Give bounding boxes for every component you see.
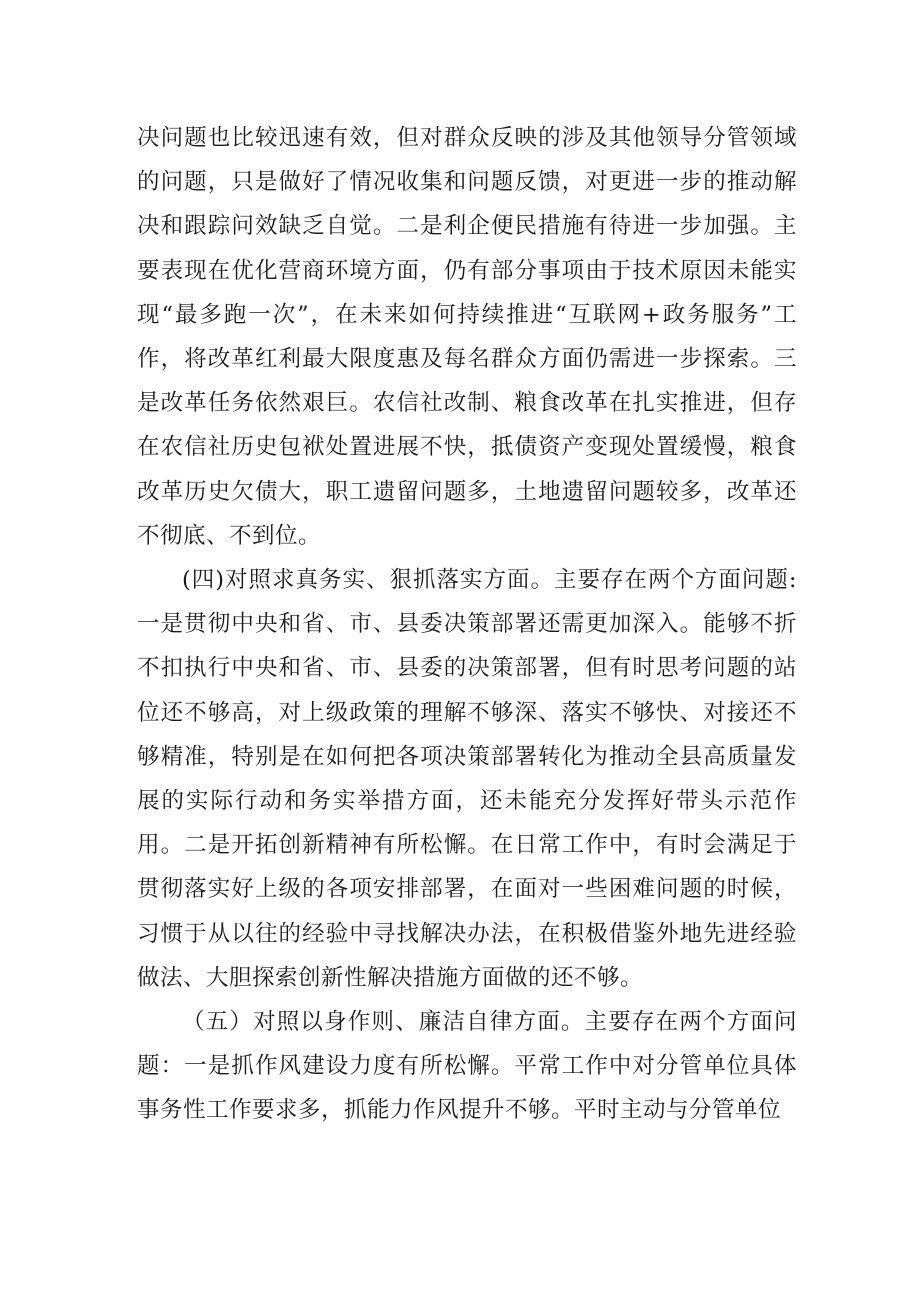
document-body (137, 116, 797, 1133)
paragraph-continuation: 决问题也比较迅速有效，但对群众反映的涉及其他领导分管领域的问题，只是做好了情况收集和问题反馈，对更进一步的推动解决和跟踪问效缺乏自觉。二是利企便民措施有待进一步加强。主要表现在优化营商环境方面，仍有部分事项由于技术原因未能实现“最多跑一次”，在未来如何持续推进“互联网+政务服务”工作，将改革红利最大限度惠及每名群众方面仍需进一步探索。三是改革任务依然艰巨。农信社改制、粮食改革在扎实推进，但存在农信社历史包袱处置进展不快，抵债资产变现处置缓慢，粮食改革历史欠债大，职工遗留问题多，土地遗留问题较多，改革还不彻底、不到位。 (137, 125, 797, 549)
paragraph-section-five: （五）对照以身作则、廉洁自律方面。主要存在两个方面问题：一是抓作风建设力度有所松懈。平常工作中对分管单位具体事务性工作要求多，抓能力作风提升不够。平时主动与分管单位 (137, 1009, 797, 1124)
paragraph-section-four: (四)对照求真务实、狠抓落实方面。主要存在两个方面问题:一是贯彻中央和省、市、县委决策部署还需更加深入。能够不折不扣执行中央和省、市、县委的决策部署，但有时思考问题的站位还不够高，对上级政策的理解不够深、落实不够快、对接还不够精准，特别是在如何把各项决策部署转化为推动全县高质量发展的实际行动和务实举措方面，还未能充分发挥好带头示范作用。二是开拓创新精神有所松懈。在日常工作中，有时会满足于贯彻落实好上级的各项安排部署，在面对一些困难问题的时候，习惯于从以往的经验中寻找解决办法，在积极借鉴外地先进经验做法、大胆探索创新性解决措施方面做的还不够。 (137, 567, 797, 991)
